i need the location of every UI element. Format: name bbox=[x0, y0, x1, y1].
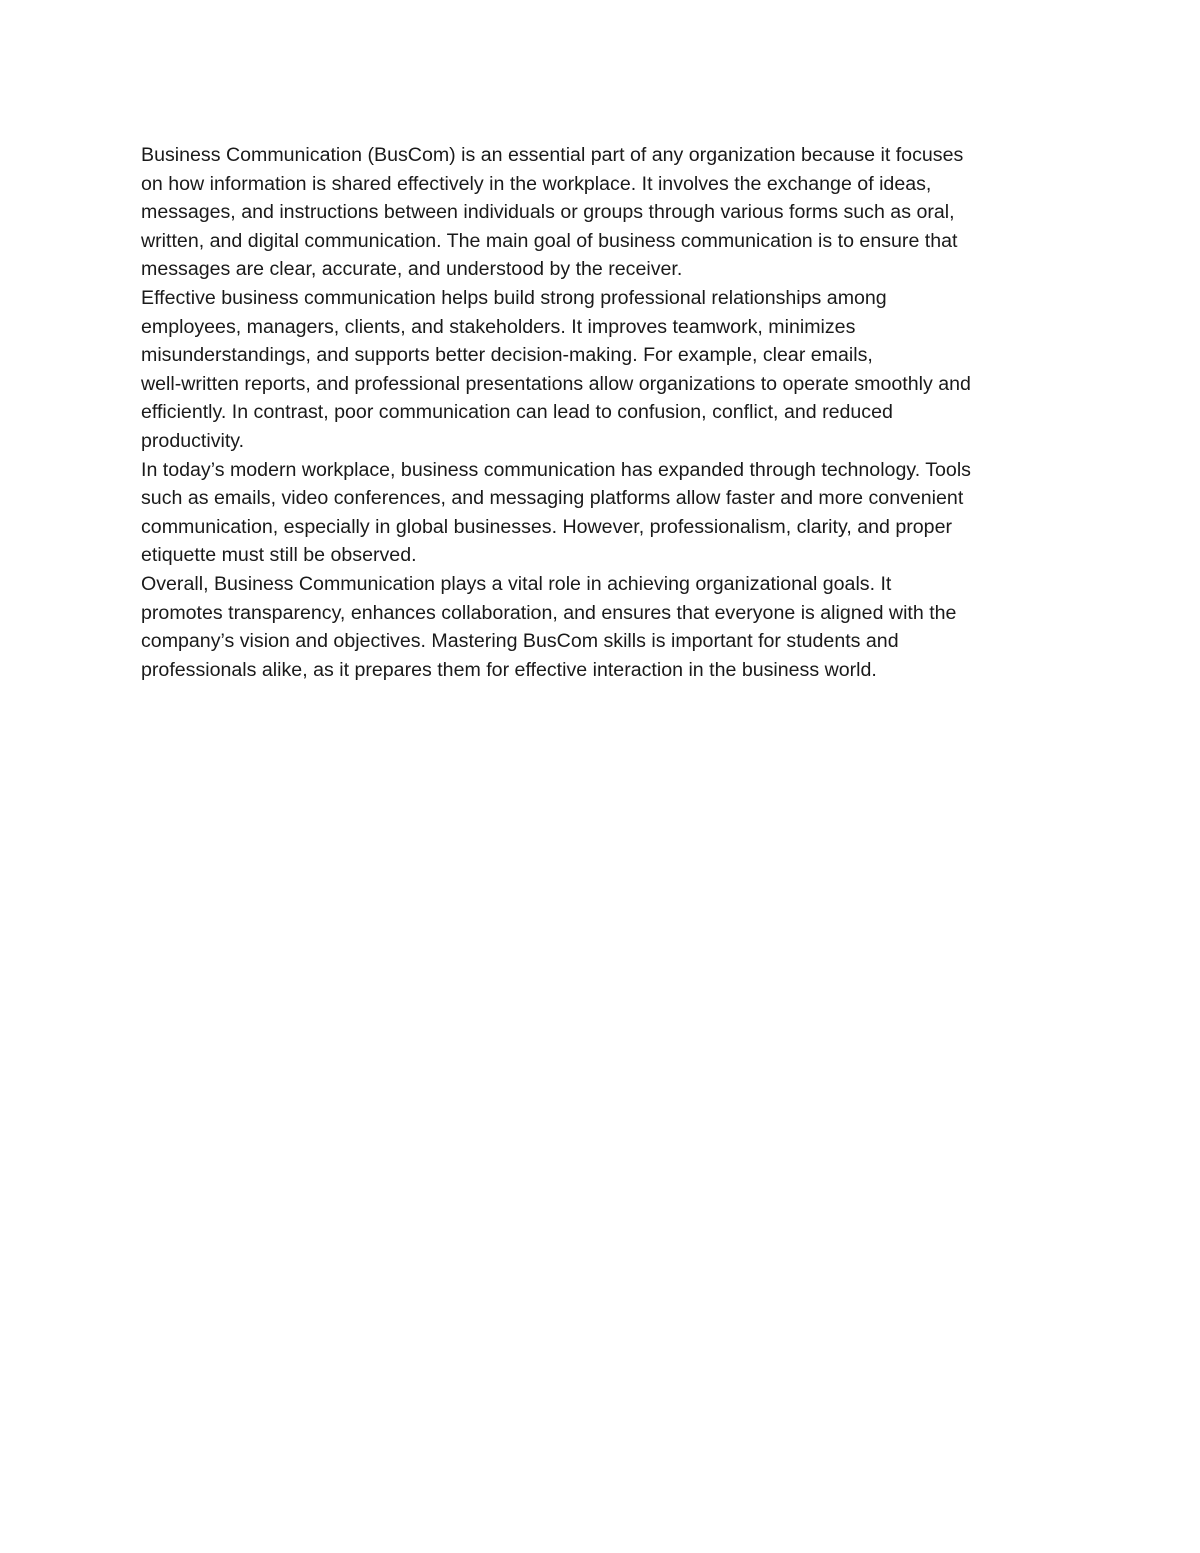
text-line: messages, and instructions between individuals or groups through various forms such as oral, bbox=[141, 201, 955, 224]
text-line: well-written reports, and professional presentations allow organizations to operate smoothly and bbox=[141, 372, 971, 395]
text-line: professionals alike, as it prepares them for effective interaction in the business world. bbox=[141, 658, 877, 681]
text-line: written, and digital communication. The main goal of business communication is to ensure that bbox=[141, 229, 958, 252]
text-line: such as emails, video conferences, and messaging platforms allow faster and more convenient bbox=[141, 487, 964, 510]
text-line: productivity. bbox=[141, 429, 245, 452]
document-body bbox=[141, 141, 1061, 684]
text-line: Effective business communication helps build strong professional relationships among bbox=[141, 286, 887, 309]
text-line: on how information is shared effectively in the workplace. It involves the exchange of ideas, bbox=[141, 172, 932, 195]
paragraph-3 bbox=[141, 456, 1061, 570]
text-line: promotes transparency, enhances collaboration, and ensures that everyone is aligned with the bbox=[141, 601, 957, 624]
paragraph-4 bbox=[141, 570, 1061, 684]
text-line: messages are clear, accurate, and understood by the receiver. bbox=[141, 258, 683, 281]
text-line: In today’s modern workplace, business communication has expanded through technology. Tools bbox=[141, 458, 971, 481]
text-line: Overall, Business Communication plays a vital role in achieving organizational goals. It bbox=[141, 572, 892, 595]
text-line: efficiently. In contrast, poor communication can lead to confusion, conflict, and reduced bbox=[141, 401, 893, 424]
text-line: misunderstandings, and supports better decision-making. For example, clear emails, bbox=[141, 344, 873, 367]
text-line: employees, managers, clients, and stakeholders. It improves teamwork, minimizes bbox=[141, 315, 856, 338]
paragraph-2 bbox=[141, 284, 1061, 456]
text-line: communication, especially in global businesses. However, professionalism, clarity, and proper bbox=[141, 515, 952, 538]
text-line: company’s vision and objectives. Mastering BusCom skills is important for students and bbox=[141, 630, 899, 653]
text-line: etiquette must still be observed. bbox=[141, 544, 417, 567]
paragraph-1 bbox=[141, 141, 1061, 284]
text-line: Business Communication (BusCom) is an essential part of any organization because it focuses bbox=[141, 144, 964, 166]
